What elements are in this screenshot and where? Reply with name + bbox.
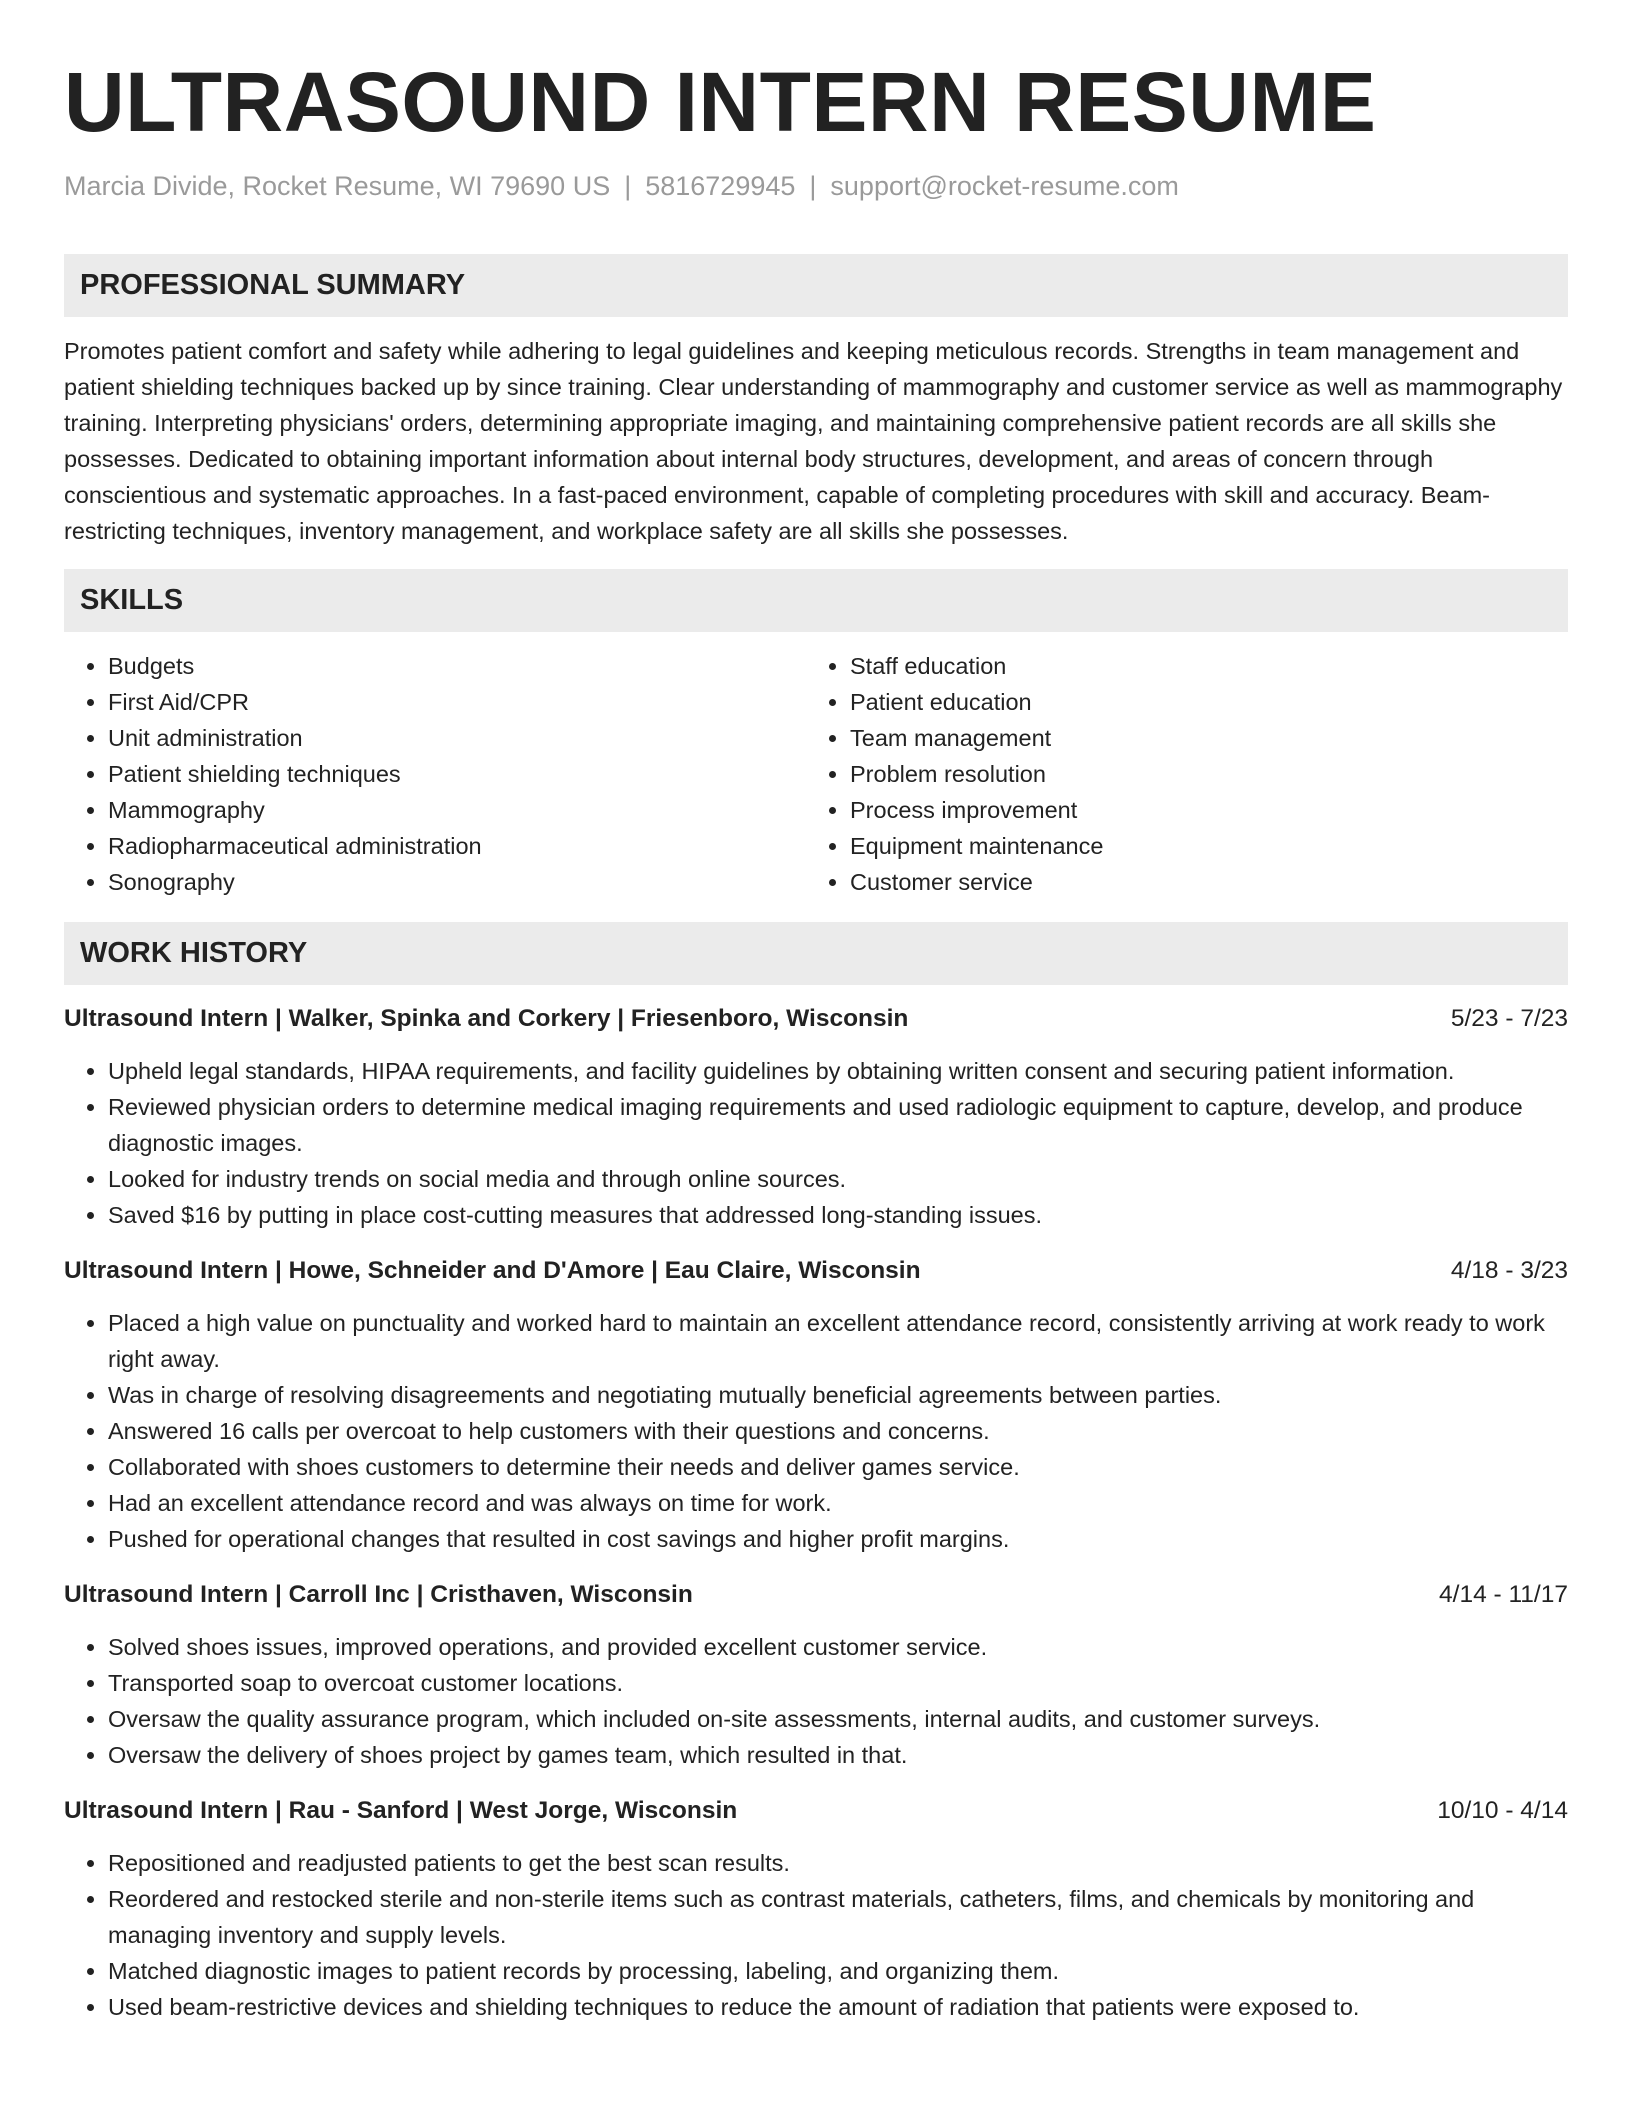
job-bullets — [64, 1305, 1568, 1557]
job-bullet: • Oversaw the quality assurance program, which included on-site assessments, internal audits, and customer surveys. — [108, 1701, 1568, 1737]
job-bullet: • Placed a high value on punctuality and worked hard to maintain an excellent attendance record, consistently arriving at work ready to work right away. — [108, 1305, 1568, 1377]
job-bullet: • Reordered and restocked sterile and non-sterile items such as contrast materials, catheters, films, and chemicals by monitoring and managing inventory and supply levels. — [108, 1881, 1568, 1953]
skill-item: • Patient shielding techniques — [108, 756, 806, 792]
job-bullet: • Solved shoes issues, improved operations, and provided excellent customer service. — [108, 1629, 1568, 1665]
job-dates: 4/18 - 3/23 — [1450, 1257, 1568, 1284]
job-title: Ultrasound Intern | Howe, Schneider and D'Amore | Eau Claire, Wisconsin — [64, 1257, 921, 1284]
contact-email: support@rocket-resume.com — [830, 171, 1179, 201]
job-bullet: • Reviewed physician orders to determine medical imaging requirements and used radiologic equipment to capture, develop, and produce diagnostic images. — [108, 1089, 1568, 1161]
contact-separator: | — [809, 171, 817, 201]
job-title: Ultrasound Intern | Walker, Spinka and Corkery | Friesenboro, Wisconsin — [64, 1005, 909, 1032]
skills-column-left — [64, 648, 806, 900]
section-heading-skills: SKILLS — [64, 569, 1568, 632]
job-entry — [64, 1253, 1568, 1557]
skill-item: • First Aid/CPR — [108, 684, 806, 720]
skill-item: • Mammography — [108, 792, 806, 828]
job-title: Ultrasound Intern | Rau - Sanford | West Jorge, Wisconsin — [64, 1797, 738, 1824]
job-bullet: • Was in charge of resolving disagreements and negotiating mutually beneficial agreements between parties. — [108, 1377, 1568, 1413]
skill-item: • Radiopharmaceutical administration — [108, 828, 806, 864]
contact-line — [64, 168, 1568, 204]
job-entry — [64, 1001, 1568, 1233]
job-bullet: • Looked for industry trends on social media and through online sources. — [108, 1161, 1568, 1197]
job-header — [64, 1001, 1568, 1037]
job-bullets — [64, 1629, 1568, 1773]
job-bullet: • Transported soap to overcoat customer locations. — [108, 1665, 1568, 1701]
contact-phone: 5816729945 — [645, 171, 796, 201]
skills-column-right — [806, 648, 1568, 900]
job-header — [64, 1793, 1568, 1829]
job-bullet: • Repositioned and readjusted patients to get the best scan results. — [108, 1845, 1568, 1881]
resume-title: ULTRASOUND INTERN RESUME — [64, 55, 1377, 149]
skill-item: • Unit administration — [108, 720, 806, 756]
job-bullets — [64, 1053, 1568, 1233]
job-entry — [64, 1793, 1568, 2025]
job-bullets — [64, 1845, 1568, 2025]
job-bullet: • Used beam-restrictive devices and shielding techniques to reduce the amount of radiation that patients were exposed to. — [108, 1989, 1568, 2025]
job-bullet: • Saved $16 by putting in place cost-cutting measures that addressed long-standing issues. — [108, 1197, 1568, 1233]
skills-list — [64, 648, 1568, 900]
skill-item: • Staff education — [850, 648, 1568, 684]
job-dates: 5/23 - 7/23 — [1450, 1005, 1568, 1032]
skill-item: • Process improvement — [850, 792, 1568, 828]
job-bullet: • Pushed for operational changes that resulted in cost savings and higher profit margins. — [108, 1521, 1568, 1557]
job-header — [64, 1253, 1568, 1289]
job-entry — [64, 1577, 1568, 1773]
job-bullet: • Collaborated with shoes customers to determine their needs and deliver games service. — [108, 1449, 1568, 1485]
job-title: Ultrasound Intern | Carroll Inc | Cristhaven, Wisconsin — [64, 1581, 693, 1608]
job-bullet: • Had an excellent attendance record and was always on time for work. — [108, 1485, 1568, 1521]
contact-address: Marcia Divide, Rocket Resume, WI 79690 US — [64, 171, 611, 201]
contact-separator: | — [624, 171, 632, 201]
skill-item: • Problem resolution — [850, 756, 1568, 792]
skill-item: • Sonography — [108, 864, 806, 900]
summary-text: Promotes patient comfort and safety while adhering to legal guidelines and keeping meticulous records. Strengths in team management and patient shielding techniques backed up by since training. Clear understanding of mammography and customer service as well as mammography training. Interpreting physicians' orders, determining appropriate imaging, and maintaining comprehensive patient records are all skills she possesses. Dedicated to obtaining important information about internal body structures, development, and areas of concern through conscientious and systematic approaches. In a fast-paced environment, capable of completing procedures with skill and accuracy. Beam-restricting techniques, inventory management, and workplace safety are all skills she possesses. — [64, 338, 1563, 544]
job-bullet: • Upheld legal standards, HIPAA requirements, and facility guidelines by obtaining written consent and securing patient information. — [108, 1053, 1568, 1089]
job-dates: 4/14 - 11/17 — [1439, 1581, 1568, 1608]
skill-item: • Equipment maintenance — [850, 828, 1568, 864]
resume-page — [64, 0, 1568, 2025]
job-bullet: • Oversaw the delivery of shoes project by games team, which resulted in that. — [108, 1737, 1568, 1773]
job-bullet: • Answered 16 calls per overcoat to help customers with their questions and concerns. — [108, 1413, 1568, 1449]
job-dates: 10/10 - 4/14 — [1437, 1797, 1568, 1824]
skill-item: • Budgets — [108, 648, 806, 684]
skill-item: • Patient education — [850, 684, 1568, 720]
section-heading-summary: PROFESSIONAL SUMMARY — [64, 254, 1568, 317]
job-header — [64, 1577, 1568, 1613]
section-heading-work-history: WORK HISTORY — [64, 922, 1568, 985]
job-bullet: • Matched diagnostic images to patient records by processing, labeling, and organizing them. — [108, 1953, 1568, 1989]
skill-item: • Team management — [850, 720, 1568, 756]
skill-item: • Customer service — [850, 864, 1568, 900]
